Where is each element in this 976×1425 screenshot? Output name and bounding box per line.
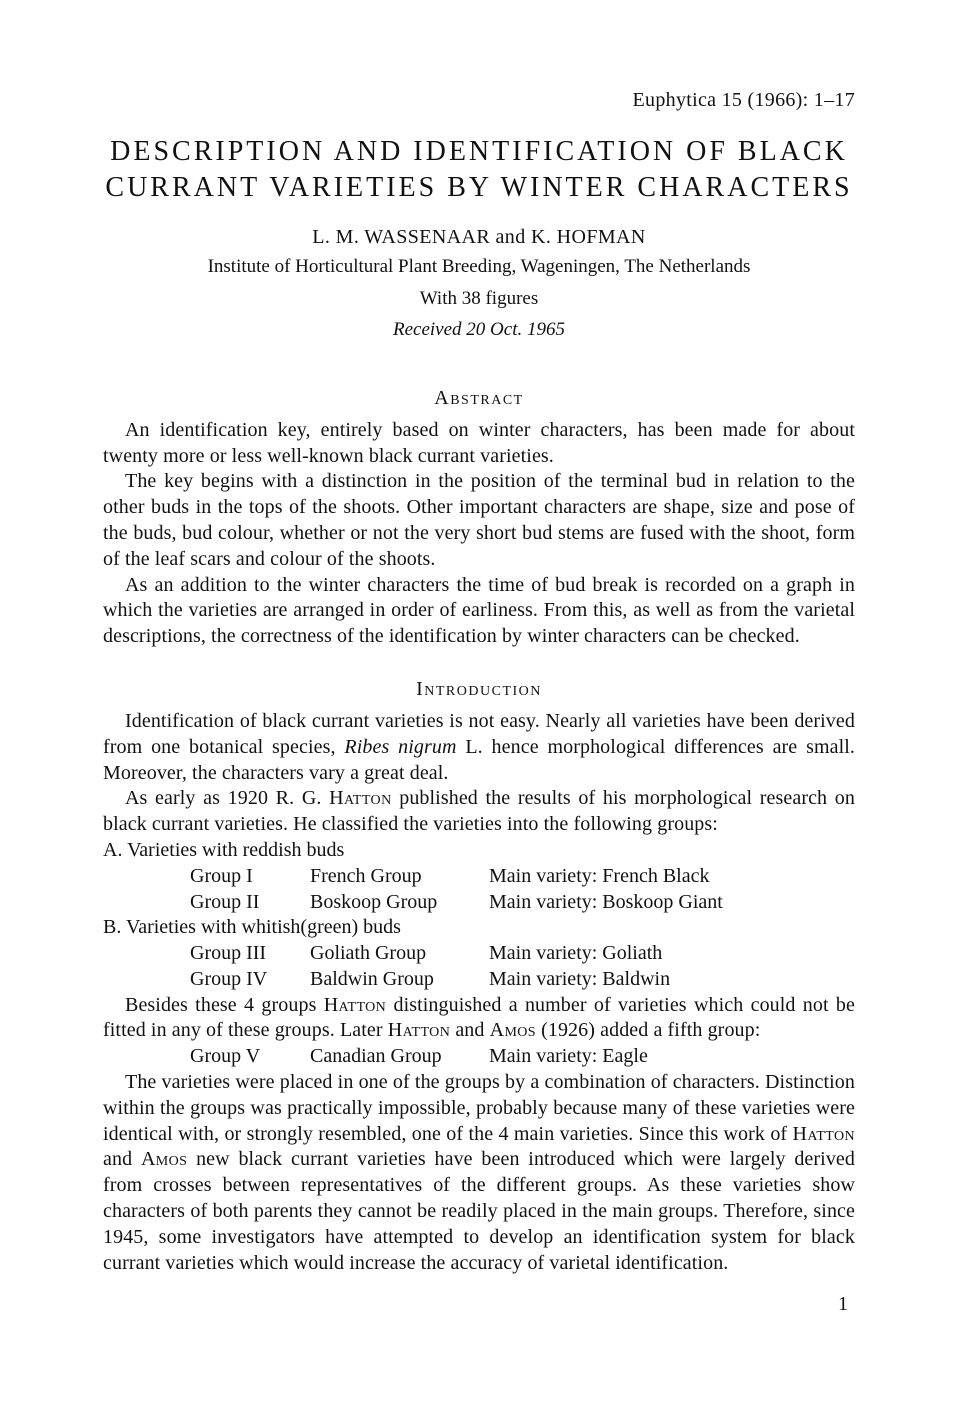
table-row	[103, 864, 855, 890]
group-name: Boskoop Group	[310, 890, 438, 913]
page-number: 1	[838, 1293, 848, 1315]
final-paragraph: The varieties were placed in one of the groups by a combination of characters. Distinction within the groups was practically impossible, probably because many of these varieties were identical with, or strongly resembled, one of the 4 main varieties. Since this work of Hatton and Amos new black currant varieties have been introduced which were largely derived from crosses between representatives of the different groups. As these varieties show characters of both parents they cannot be readily placed in the main groups. Therefore, since 1945, some investigators have attempted to develop an identification system for black currant varieties which would increase the accuracy of varietal identification.	[103, 1071, 856, 1274]
group-name: Canadian Group	[310, 1045, 442, 1068]
table-row	[103, 967, 855, 993]
received-date: Received 20 Oct. 1965	[393, 318, 565, 340]
figures-note: With 38 figures	[419, 287, 539, 309]
introduction-heading: Introduction	[416, 677, 542, 700]
table-row	[103, 941, 855, 967]
abstract-paragraph-3: As an addition to the winter characters the time of bud break is recorded on a graph in which the varieties are arranged in order of earliness. From this, as well as from the varietal descriptions, the correctness of the identification by winter characters can be checked.	[103, 573, 855, 648]
group-name: French Group	[310, 864, 422, 887]
paper-title-line1: DESCRIPTION AND IDENTIFICATION OF BLACK	[110, 136, 848, 167]
group-number: Group IV	[190, 967, 268, 990]
group-name: Baldwin Group	[310, 967, 434, 990]
besides-paragraph: Besides these 4 groups Hatton distinguished a number of varieties which could not be fitted in any of these groups. Later Hatton and Amos (1926) added a fifth group:	[103, 993, 855, 1042]
group-main-variety: Main variety: Baldwin	[489, 967, 671, 990]
journal-reference: Euphytica 15 (1966): 1–17	[632, 89, 855, 111]
group-main-variety: Main variety: French Black	[489, 864, 710, 887]
paper-title-line2: CURRANT VARIETIES BY WINTER CHARACTERS	[105, 172, 853, 203]
introduction-paragraph-1: Identification of black currant varieties is not easy. Nearly all varieties have been derived from one botanical species, Ribes nigrum L. hence morphological differences are small. Moreover, the characters vary a great deal.	[103, 709, 856, 784]
introduction-paragraph-2: As early as 1920 R. G. Hatton published the results of his morphological research on black currant varieties. He classified the varieties into the following groups:	[103, 787, 855, 836]
list-label-b: B. Varieties with whitish(green) buds	[103, 916, 401, 939]
group-number: Group I	[190, 864, 253, 887]
group-number: Group II	[190, 890, 260, 913]
authors-line: L. M. WASSENAAR and K. HOFMAN	[312, 225, 646, 248]
group-main-variety: Main variety: Eagle	[489, 1045, 648, 1068]
table-row	[103, 890, 855, 916]
abstract-heading: Abstract	[434, 386, 524, 409]
group-main-variety: Main variety: Boskoop Giant	[489, 890, 723, 913]
table-row	[103, 1044, 855, 1070]
abstract-paragraph-2: The key begins with a distinction in the position of the terminal bud in relation to the other buds in the tops of the shoots. Other important characters are shape, size and pose of the buds, bud colour, whether or not the very short bud stems are fused with the shoot, form of the leaf scars and colour of the shoots.	[103, 470, 855, 570]
abstract-paragraph-1: An identification key, entirely based on winter characters, has been made for about twenty more or less well-known black currant varieties.	[103, 418, 855, 467]
group-number: Group V	[190, 1045, 261, 1068]
list-label-a: A. Varieties with reddish buds	[103, 838, 345, 861]
paper-title	[103, 134, 855, 206]
group-main-variety: Main variety: Goliath	[489, 942, 663, 965]
affiliation-line: Institute of Horticultural Plant Breeding, Wageningen, The Netherlands	[207, 255, 751, 277]
group-name: Goliath Group	[310, 942, 427, 965]
group-number: Group III	[190, 942, 267, 965]
